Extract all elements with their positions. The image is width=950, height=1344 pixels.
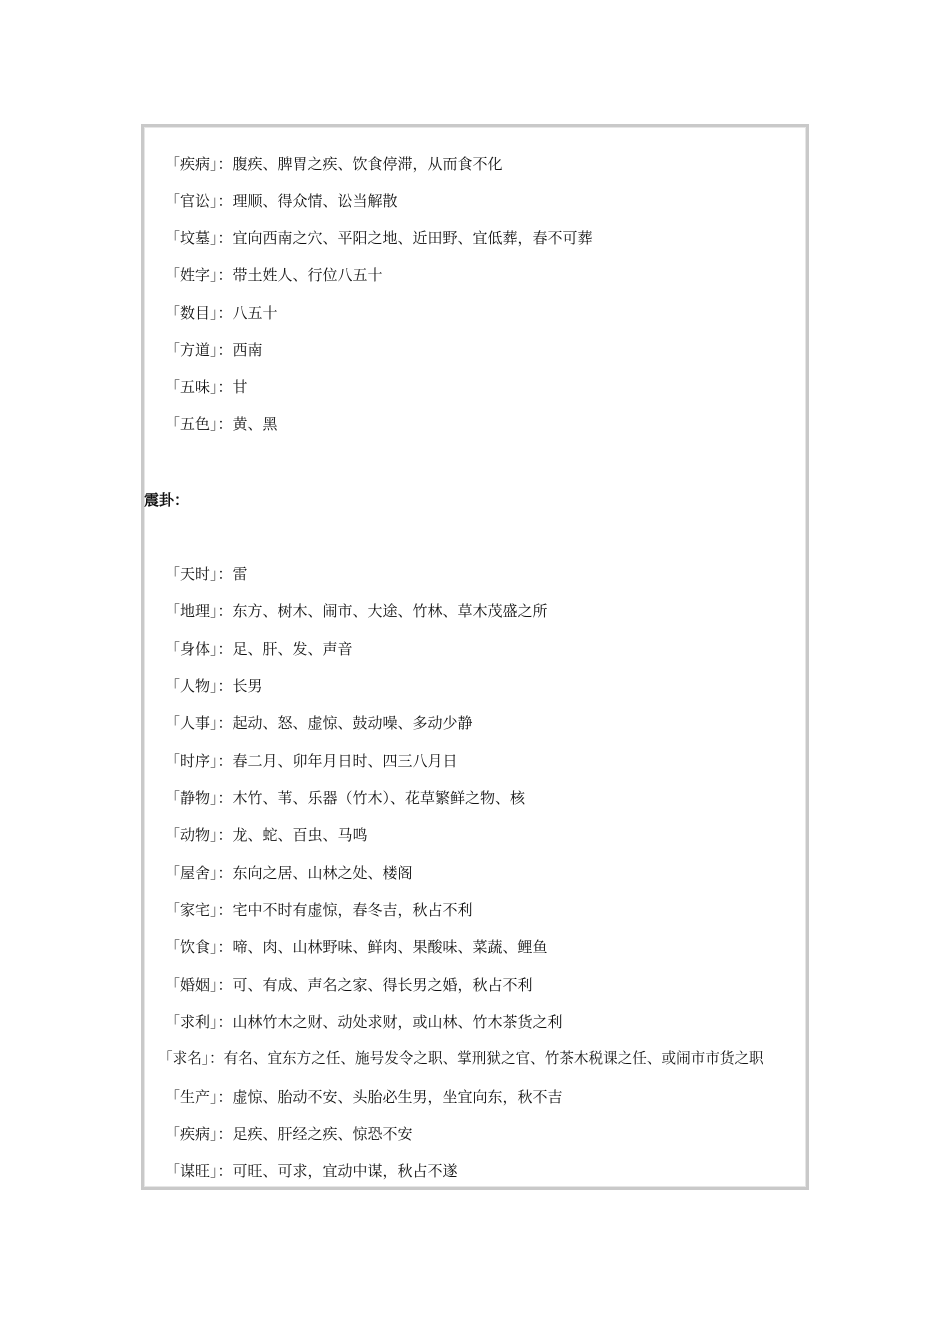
entry-value: ：起动、怒、虚惊、鼓动噪、多动少静 xyxy=(217,714,473,732)
entry-key: 「地理」 xyxy=(165,602,218,620)
entry-value: ：八五十 xyxy=(217,304,278,322)
entry-value: ：雷 xyxy=(217,565,248,583)
entry-line xyxy=(165,714,473,732)
entry-value: ：东向之居、山林之处、楼阁 xyxy=(217,864,413,882)
entry-value: ：啼、肉、山林野味、鲜肉、果酸味、菜蔬、鲤鱼 xyxy=(217,938,548,956)
entry-key: 「饮食」 xyxy=(165,938,218,956)
entry-line xyxy=(165,192,398,210)
entry-key: 「疾病」 xyxy=(165,155,218,173)
entry-key: 「身体」 xyxy=(165,640,218,658)
entry-line xyxy=(165,304,278,322)
entry-key: 「人事」 xyxy=(165,714,218,732)
entry-value: ：虚惊、胎动不安、头胎必生男，坐宜向东，秋不吉 xyxy=(217,1088,563,1106)
entry-key: 「五味」 xyxy=(165,378,218,396)
entry-key: 「疾病」 xyxy=(165,1125,218,1143)
entry-key: 「求利」 xyxy=(165,1013,218,1031)
entry-key: 「坟墓」 xyxy=(165,229,218,247)
entry-line xyxy=(165,938,548,956)
entry-line xyxy=(165,826,368,844)
entry-line xyxy=(165,602,548,620)
entry-line xyxy=(165,1013,563,1031)
entry-key: 「数目」 xyxy=(165,304,218,322)
entry-line xyxy=(165,752,458,770)
entry-key: 「动物」 xyxy=(165,826,218,844)
entry-value: ：宜向西南之穴、平阳之地、近田野、宜低葬，春不可葬 xyxy=(217,229,593,247)
entry-line xyxy=(165,1162,458,1180)
entry-value: ：有名、宜东方之任、施号发令之职、掌刑狱之官、竹茶木税课之任、或闹市市货之职 xyxy=(209,1050,764,1067)
entry-line xyxy=(165,1088,563,1106)
entry-value: ：腹疾、脾胃之疾、饮食停滞，从而食不化 xyxy=(217,155,503,173)
entry-key: 「生产」 xyxy=(165,1088,218,1106)
entry-line xyxy=(158,1050,764,1068)
entry-key: 「谋旺」 xyxy=(165,1162,218,1180)
entry-line xyxy=(165,976,533,994)
section-heading: 震卦： xyxy=(144,491,190,509)
entry-value: ：黄、黑 xyxy=(217,415,278,433)
entry-line xyxy=(165,640,353,658)
entry-line xyxy=(165,266,383,284)
entry-key: 「五色」 xyxy=(165,415,218,433)
entry-value: ：足疾、肝经之疾、惊恐不安 xyxy=(217,1125,413,1143)
entry-key: 「方道」 xyxy=(165,341,218,359)
entry-line xyxy=(165,378,248,396)
entry-key: 「姓字」 xyxy=(165,266,218,284)
entry-line xyxy=(165,677,263,695)
entry-value: ：山林竹木之财、动处求财，或山林、竹木茶货之利 xyxy=(217,1013,563,1031)
entry-value: ：足、肝、发、声音 xyxy=(217,640,353,658)
entry-line xyxy=(165,155,503,173)
entry-line xyxy=(165,864,413,882)
entry-value: ：带土姓人、行位八五十 xyxy=(217,266,383,284)
entry-key: 「官讼」 xyxy=(165,192,218,210)
entry-value: ：龙、蛇、百虫、马鸣 xyxy=(217,826,368,844)
entry-key: 「家宅」 xyxy=(165,901,218,919)
entry-value: ：理顺、得众情、讼当解散 xyxy=(217,192,398,210)
entry-value: ：可、有成、声名之家、得长男之婚，秋占不利 xyxy=(217,976,533,994)
entry-value: ：西南 xyxy=(217,341,263,359)
entry-line xyxy=(165,789,525,807)
entry-line xyxy=(165,901,473,919)
entry-value: ：甘 xyxy=(217,378,248,396)
entry-key: 「人物」 xyxy=(165,677,218,695)
entry-line xyxy=(165,341,263,359)
entry-value: ：长男 xyxy=(217,677,263,695)
entry-value: ：宅中不时有虚惊，春冬吉，秋占不利 xyxy=(217,901,473,919)
entry-key: 「婚姻」 xyxy=(165,976,218,994)
entry-line xyxy=(165,1125,413,1143)
entry-key: 「求名」 xyxy=(158,1050,210,1067)
entry-line xyxy=(165,415,278,433)
entry-key: 「静物」 xyxy=(165,789,218,807)
entry-key: 「天时」 xyxy=(165,565,218,583)
entry-key: 「时序」 xyxy=(165,752,218,770)
entry-key: 「屋舍」 xyxy=(165,864,218,882)
entry-line xyxy=(165,565,248,583)
entry-value: ：木竹、苇、乐器（竹木）、花草繁鲜之物、核 xyxy=(217,789,526,807)
entry-value: ：可旺、可求，宜动中谋，秋占不遂 xyxy=(217,1162,458,1180)
entry-value: ：春二月、卯年月日时、四三八月日 xyxy=(217,752,458,770)
entry-value: ：东方、树木、闹市、大途、竹林、草木茂盛之所 xyxy=(217,602,548,620)
entry-line xyxy=(165,229,593,247)
